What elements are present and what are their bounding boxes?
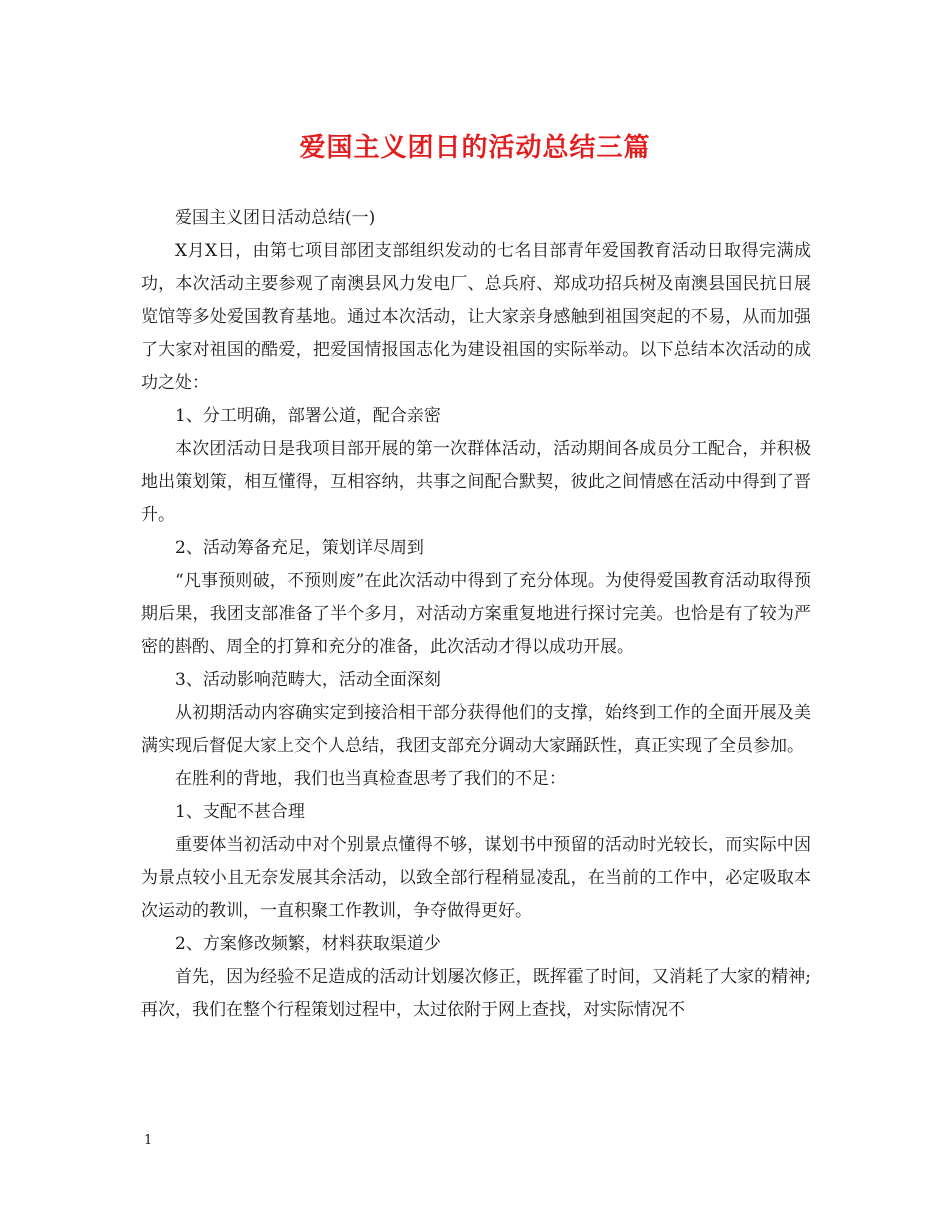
body-paragraph: “凡事预则破，不预则废”在此次活动中得到了充分体现。为使得爱国教育活动取得预期后果，我团支部准备了半个多月，对活动方案重复地进行探讨完美。也恰是有了较为严密的斟酌、周全的打算和充分的准备，此次活动才得以成功开展。	[141, 571, 811, 657]
body-paragraph: 从初期活动内容确实定到接洽相干部分获得他们的支撑，始终到工作的全面开展及美满实现后督促大家上交个人总结，我团支部充分调动大家踊跃性，真正实现了全员参加。	[141, 703, 811, 756]
page-number: 1	[144, 1133, 153, 1148]
body-paragraph: 首先，因为经验不足造成的活动计划屡次修正，既挥霍了时间，又消耗了大家的精神;再次，我们在整个行程策划过程中，太过依附于网上查找，对实际情况不	[141, 967, 811, 1020]
list-heading: 3、活动影响范畴大，活动全面深刻	[175, 670, 441, 690]
body-paragraph: X月X日，由第七项目部团支部组织发动的七名目部青年爱国教育活动日取得完满成功，本次活动主要参观了南澳县风力发电厂、总兵府、郑成功招兵树及南澳县国民抗日展览馆等多处爱国教育基地。通过本次活动，让大家亲身感触到祖国突起的不易，从而加强了大家对祖国的酷爱，把爱国情报国志化为建设祖国的实际举动。以下总结本次活动的成功之处：	[141, 241, 811, 393]
document-title: 爱国主义团日的活动总结三篇	[299, 133, 651, 163]
list-heading: 1、支配不甚合理	[175, 802, 305, 822]
body-paragraph: 在胜利的背地，我们也当真检查思考了我们的不足：	[175, 769, 566, 789]
section-heading: 爱国主义团日活动总结(一)	[175, 208, 376, 228]
list-heading: 2、方案修改频繁，材料获取渠道少	[175, 934, 441, 954]
list-heading: 1、分工明确，部署公道，配合亲密	[175, 406, 441, 426]
list-heading: 2、活动筹备充足，策划详尽周到	[175, 538, 424, 558]
body-paragraph: 本次团活动日是我项目部开展的第一次群体活动，活动期间各成员分工配合，并积极地出策划策，相互懂得，互相容纳，共事之间配合默契，彼此之间情感在活动中得到了晋升。	[141, 439, 811, 525]
body-paragraph: 重要体当初活动中对个别景点懂得不够，谋划书中预留的活动时光较长，而实际中因为景点较小且无奈发展其余活动，以致全部行程稍显凌乱，在当前的工作中，必定吸取本次运动的教训，一直积聚工作教训，争夺做得更好。	[141, 835, 811, 921]
document-body	[141, 202, 811, 1027]
